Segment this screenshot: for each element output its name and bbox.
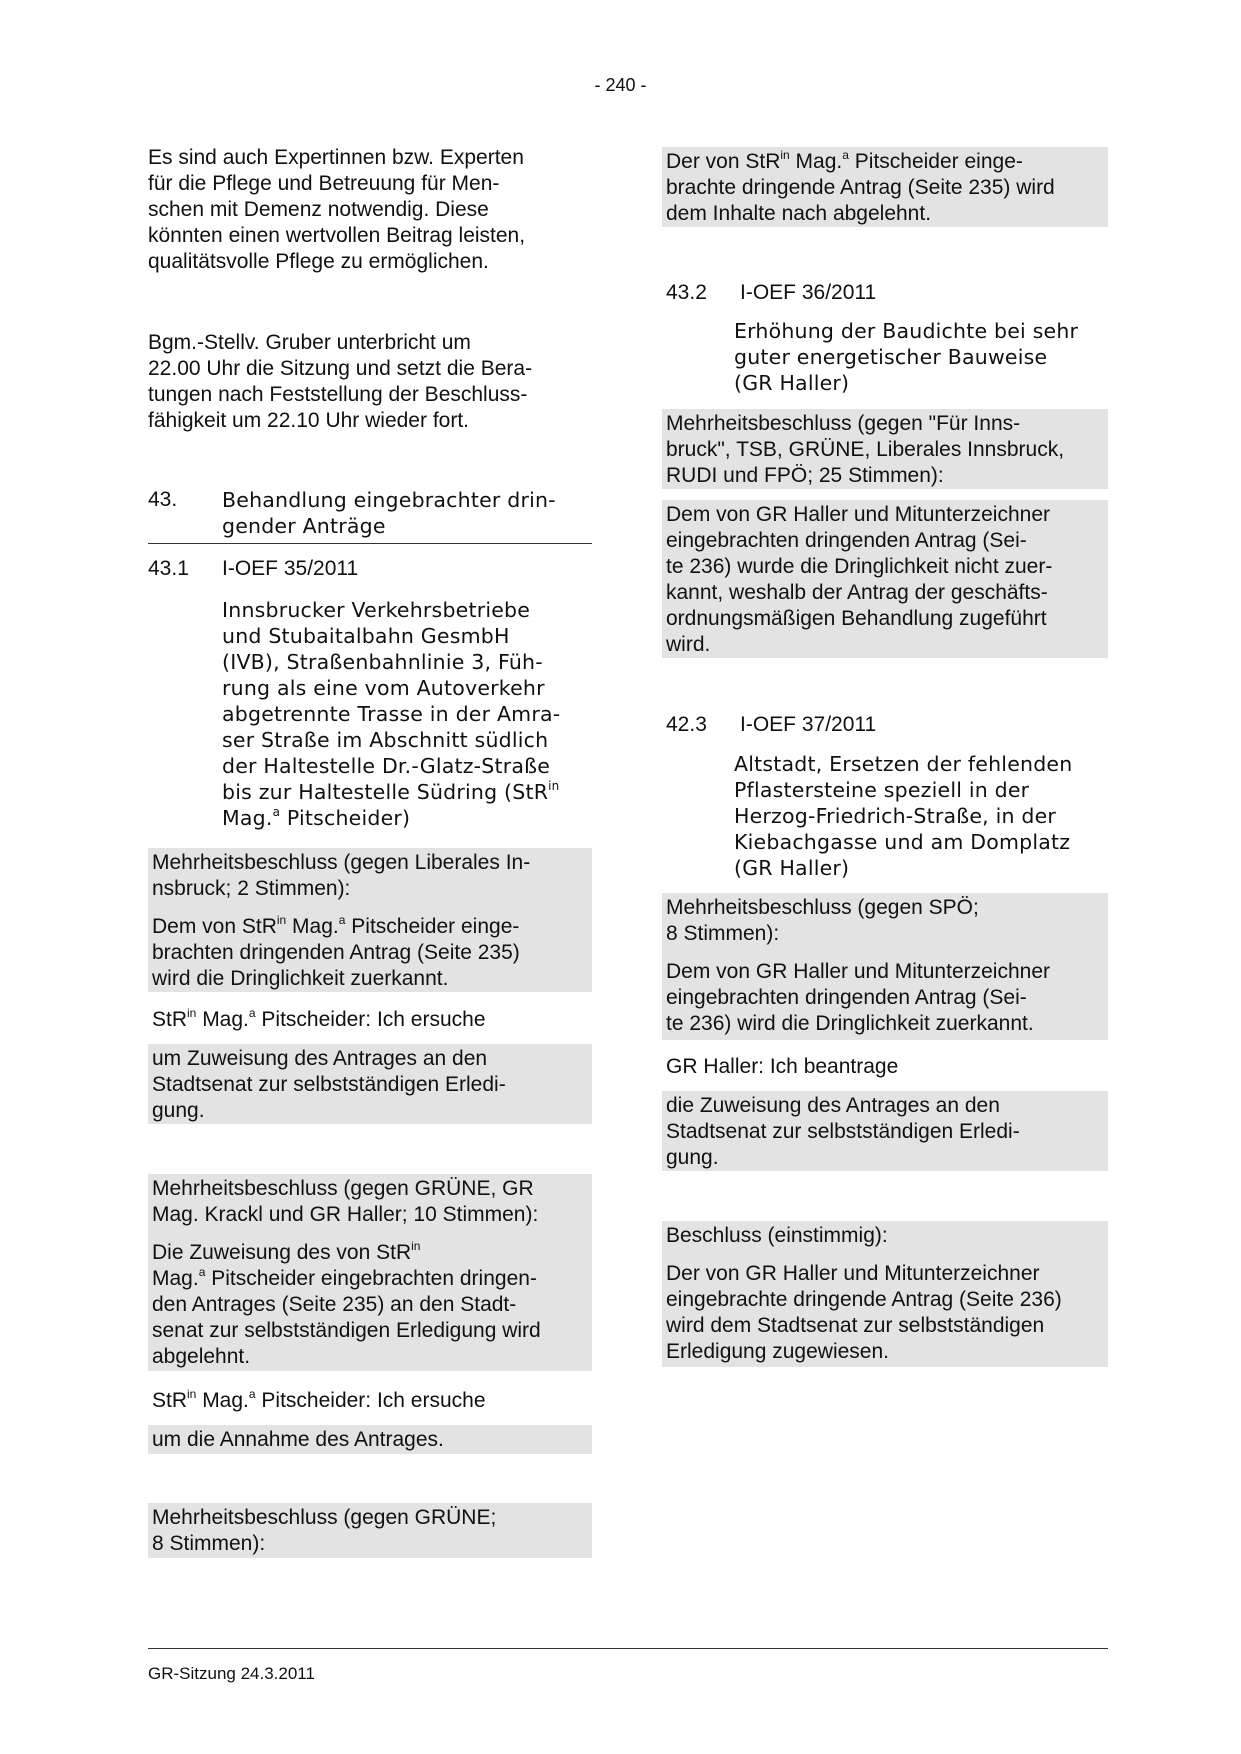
vote-result: Mehrheitsbeschluss (gegen SPÖ; 8 Stimmen):: [666, 896, 979, 945]
vote-result: Mehrheitsbeschluss (gegen Liberales In- nsbruck; 2 Stimmen):: [152, 851, 531, 900]
agenda-item-number: 43.2: [666, 281, 707, 304]
footer-text: GR-Sitzung 24.3.2011: [148, 1664, 315, 1683]
resolution-block-3: [148, 1503, 592, 1558]
resolution-text: Der von GR Haller und Mitunterzeichner eingebrachte dringende Antrag (Seite 236) wird dem Stadtsenat zur selbstständigen Erledigung zugewiesen.: [666, 1262, 1062, 1363]
vote-result: Mehrheitsbeschluss (gegen GRÜNE, GR Mag. Krackl und GR Haller; 10 Stimmen):: [152, 1177, 539, 1226]
request-block-2: [148, 1425, 592, 1454]
section-divider: [148, 543, 592, 544]
agenda-item-number: 42.3: [666, 713, 707, 736]
footer-rule: [148, 1648, 1108, 1649]
agenda-item-43: [148, 487, 592, 543]
resolution-block-4-text: [662, 500, 1108, 658]
agenda-item-43-2: [662, 280, 1108, 306]
agenda-item-subject: Innsbrucker Verkehrsbetriebe und Stubaitalbahn GesmbH (IVB), Straßenbahnlinie 3, Füh- rung als eine vom Autoverkehr abgetrennte Trasse in der Amra- ser Straße im Abschnitt südlich der Haltestelle Dr.-Glatz-Straße bis zur Haltestelle Südring (StR$^{in}$ Mag.$^a$ Pitscheider): [222, 598, 561, 830]
resolution-text: Dem von GR Haller und Mitunterzeichner eingebrachten dringenden Antrag (Sei- te 236) wurde die Dringlichkeit nicht zuer- kannt, weshalb der Antrag der geschäfts- ordnungsmäßigen Behandlung zugeführt wird.: [666, 503, 1053, 656]
vote-result: Mehrheitsbeschluss (gegen "Für Inns- bruck", TSB, GRÜNE, Liberales Innsbruck, RUDI und FPÖ; 25 Stimmen):: [666, 412, 1065, 487]
agenda-item-number: 43.1: [148, 557, 189, 580]
speaker-statement: StR$^{in}$ Mag.$^a$ Pitscheider: Ich ersuche: [152, 1387, 486, 1412]
page-number: - 240 -: [594, 75, 647, 95]
resolution-block-1: [148, 848, 592, 992]
resolution-block-2: [148, 1174, 592, 1371]
vote-result: Mehrheitsbeschluss (gegen GRÜNE; 8 Stimmen):: [152, 1506, 497, 1555]
agenda-item-subject: Erhöhung der Baudichte bei sehr guter energetischer Bauweise (GR Haller): [734, 319, 1079, 395]
resolution-block-5: [662, 893, 1108, 1040]
resolution-text: Die Zuweisung des von StR$^{in}$ Mag.$^a$ Pitscheider eingebrachten dringen- den Antrages (Seite 235) an den Stadt- senat zur selbstständigen Erledigung wird abgelehnt.: [152, 1239, 541, 1368]
request-block-3: [662, 1091, 1108, 1171]
agenda-item-subject: Altstadt, Ersetzen der fehlenden Pflastersteine speziell in der Herzog-Friedrich-Straße, in der Kiebachgasse und am Domplatz (GR Haller): [734, 752, 1073, 880]
request-text: die Zuweisung des Antrages an den Stadtsenat zur selbstständigen Erledi- gung.: [666, 1094, 1020, 1169]
resolution-text: Der von StR$^{in}$ Mag.$^a$ Pitscheider einge- brachte dringende Antrag (Seite 235) wird dem Inhalte nach abgelehnt.: [666, 148, 1055, 225]
speaker-statement: GR Haller: Ich beantrage: [666, 1055, 899, 1078]
agenda-item-42-3: [662, 712, 1108, 738]
resolution-block-top: [662, 147, 1108, 227]
paragraph-experts: Es sind auch Expertinnen bzw. Experten für die Pflege und Betreuung für Men- schen mit Demenz notwendig. Diese könnten einen wertvollen Beitrag leisten, qualitätsvolle Pflege zu ermöglichen.: [148, 146, 526, 273]
request-text: um Zuweisung des Antrages an den Stadtsenat zur selbstständigen Erledi- gung.: [152, 1047, 506, 1122]
paragraph-session-break: Bgm.-Stellv. Gruber unterbricht um 22.00 Uhr die Sitzung und setzt die Bera- tungen nach Feststellung der Beschluss- fähigkeit um 22.10 Uhr wieder fort.: [148, 331, 533, 432]
agenda-item-number: 43.: [148, 488, 178, 511]
resolution-text: Dem von StR$^{in}$ Mag.$^a$ Pitscheider einge- brachten dringenden Antrag (Seite 235) wird die Dringlichkeit zuerkannt.: [152, 913, 520, 990]
resolution-text: Dem von GR Haller und Mitunterzeichner eingebrachten dringenden Antrag (Sei- te 236) wird die Dringlichkeit zuerkannt.: [666, 960, 1050, 1035]
agenda-item-43-1: [148, 556, 592, 582]
resolution-block-4-vote: [662, 409, 1108, 489]
agenda-item-title: Behandlung eingebrachter drin- gender Anträge: [222, 488, 556, 538]
request-text: um die Annahme des Antrages.: [152, 1428, 444, 1451]
agenda-item-code: I-OEF 36/2011: [740, 281, 877, 304]
vote-result: Beschluss (einstimmig):: [666, 1224, 888, 1247]
resolution-block-6: [662, 1221, 1108, 1367]
agenda-item-code: I-OEF 35/2011: [222, 557, 359, 580]
request-block-1: [148, 1044, 592, 1124]
agenda-item-code: I-OEF 37/2011: [740, 713, 877, 736]
speaker-statement: StR$^{in}$ Mag.$^a$ Pitscheider: Ich ersuche: [152, 1006, 486, 1031]
